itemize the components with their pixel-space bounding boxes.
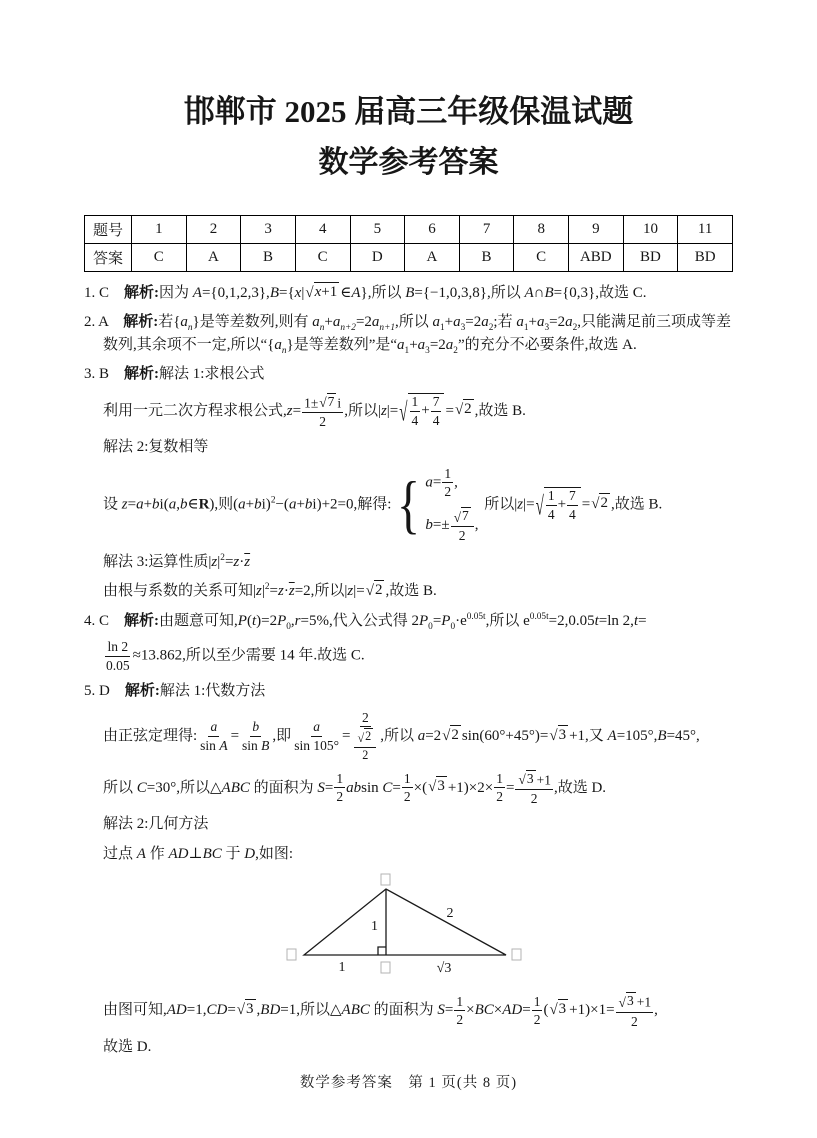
answer-table [84,215,733,272]
answer-cell: 3 [241,215,296,243]
row-label-answers: 答案 [85,243,132,271]
solution-line: 由图可知,AD=1,CD= √ 3 ,BD=1,所以△ABC 的面积为 S= $\frac{1}{2}$ ×BC×AD= $\frac{1}{2}$ ( √ 3 +1)×1= √ 3 +1 2 , [103,993,658,1029]
solution-line: 故选 D. [103,1039,152,1056]
altitude-label: 1 [370,919,378,935]
solution-line: 过点 A 作 AD⊥BC 于 D,如图: [103,845,294,862]
solution-line: 所以 C=30°,所以△ABC 的面积为 S= $\frac{1}{2}$ absin C= $\frac{1}{2}$ ×( √ 3 +1)×2× $\frac{1}{2}$ = √ 3 +1 2 ,故选 D. [103,770,607,806]
answer-cell: 6 [405,215,460,243]
solutions-top [84,282,733,866]
answer-cell: D [350,243,405,271]
answer-cell: A [186,243,241,271]
solution-line: 由根与系数的关系可知$|z|^2=z\cdot\overline{z}=2$,所以|z|= √ 2 ,故选 B. [103,582,437,600]
triangle-outline [304,889,506,955]
solution-line: 利用一元二次方程求根公式,z= 1± √ 7 i 2 ,所以|z|= √ $\frac{1}{4}$ + $\frac{7}{4}$ = √ 2 ,故选 B. [103,393,526,429]
table-row-numbers [85,215,733,243]
solution-line: $\frac{\ln 2}{0.05}$ ≈13.862,所以至少需要 14 年.故选 C. [106,639,365,673]
answer-cell: C [132,243,187,271]
right-base-label: √3 [436,961,451,977]
solution-line: 由正弦定理得: $\frac{a}{\text{sin A}}$ = $\frac{b}{\text{sin B}}$ ,即 $\frac{a}{\sin 105^\circ}$ = 2 √ 2 2 ,所以 a=2 √ 2 sin(60°+45°)= √ 3 +1,又 A=105°,B=45°, [103,709,700,762]
vertex-placeholder-box [287,949,296,960]
answer-cell: 2 [186,215,241,243]
triangle-figure [274,873,544,982]
answer-cell: 1 [132,215,187,243]
solution-line: 解法 3:运算性质$|z|^2=z\cdot\overline{z}$ [103,552,251,570]
solution-line: 3. B 解析:解法 1:求根公式 [84,366,265,383]
solution-line: 设 z=a+bi(a,b∈R),则$(a+bi)^2-(a+bi)+2=0$,解得: { a= $\frac{1}{2}$ , b=± √ 7 2 , 所以|z|= √ $\frac{1}{4}$ + $\frac{7}{4}$ = √ 2 ,故选 B. [103,465,663,544]
triangle-svg [274,873,544,977]
solution-line: 5. D 解析:解法 1:代数方法 [84,683,266,700]
answer-cell: 10 [623,215,678,243]
answer-cell: C [514,243,569,271]
answer-cell: 11 [678,215,733,243]
solutions-bottom [84,992,733,1058]
answer-cell: 5 [350,215,405,243]
table-row-answers [85,243,733,271]
answer-cell: B [241,243,296,271]
solution-line: 1. C 解析:因为 A={0,1,2,3},B={x| √ x+1 ∈A},所以 B={−1,0,3,8},所以 A∩B={0,3},故选 C. [84,283,647,301]
hypotenuse-label: 2 [446,906,453,922]
answer-cell: 4 [295,215,350,243]
vertex-placeholder-box [512,949,521,960]
page-subtitle: 数学参考答案 [318,145,499,179]
left-base-label: 1 [338,960,345,976]
answer-cell: BD [678,243,733,271]
solution-line: 2. A 解析:若$\{a_n\}$是等差数列,则有 $a_n+a_{n+2}=2a_{n+1}$,所以 $a_1+a_3=2a_2$;若 $a_1+a_3=2a_2$,只能满足前三项成等差数列,其余项不一定,所以“$\{a_n\}$是等差数列”是“$a_1+a_3=2a_2$”的充分不必要条件,故选 A. [84,314,732,356]
answer-cell: ABD [569,243,624,271]
answer-cell: A [405,243,460,271]
page-footer: 数学参考答案 第 1 页(共 8 页) [299,1075,518,1091]
row-label-numbers: 题号 [85,215,132,243]
vertex-placeholder-box [381,874,390,885]
solution-line: 解法 2:复数相等 [103,439,209,456]
answer-cell: B [459,243,514,271]
solution-line: 4. C 解析:由题意可知$,P(t)=2P_0,r=5\%$,代入公式得 $2P_0=P_0\cdot e^{0.05t}$,所以 $e^{0.05t}=2,0.05t=\ln$ 2,t= [84,611,647,632]
page-title: 邯郸市 2025 届高三年级保温试题 [183,94,634,129]
solution-line: 解法 2:几何方法 [103,816,209,833]
answer-cell: BD [623,243,678,271]
answer-cell: 8 [514,215,569,243]
answer-cell: 7 [459,215,514,243]
answer-cell: C [295,243,350,271]
answer-cell: 9 [569,215,624,243]
vertex-placeholder-box [381,962,390,973]
right-angle-mark [378,947,386,955]
